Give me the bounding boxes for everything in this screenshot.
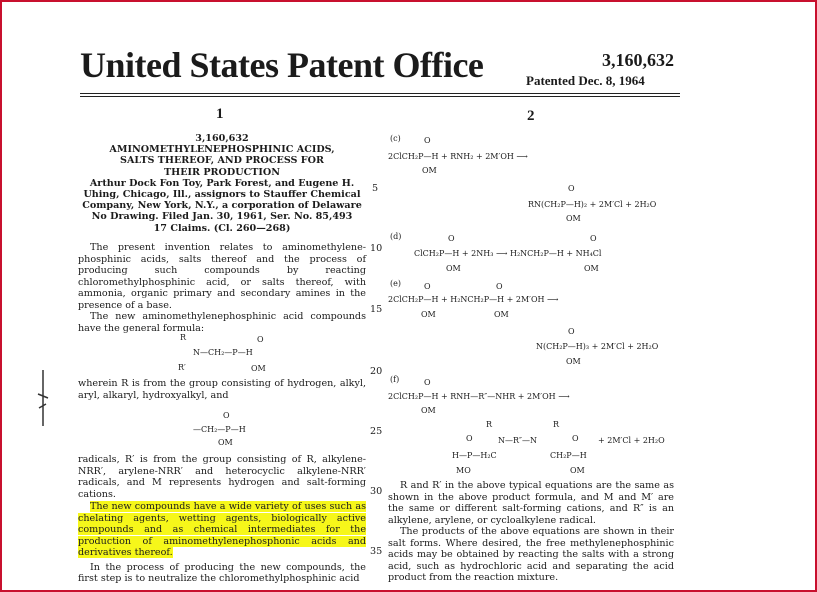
equation-d-o2: O [590, 234, 597, 243]
equation-e-o2: O [496, 282, 503, 291]
salt-forms-text: The products of the above equations are shown in their salt forms. Where desired, the free methylenephosphinic acids may be obtained by reacting the salts with a strong acid, such as hydrochloric acid and separating the acid product from the reaction mixture. [388, 526, 674, 583]
line-number-35: 35 [370, 546, 383, 557]
group-formula-om: OM [218, 438, 233, 447]
header-rule-bottom [80, 96, 680, 97]
equation-e-o1: O [424, 282, 431, 291]
equation-f-mo: MO [456, 466, 471, 475]
header-rule-top [80, 93, 680, 94]
equation-c-rhs-o: O [568, 184, 575, 193]
equation-d-o1: O [448, 234, 455, 243]
paragraph-intro [78, 242, 366, 334]
equation-c-rhs-om: OM [566, 214, 581, 223]
general-formula-chain: N—CH₂—P—H [193, 348, 253, 357]
patented-date: Patented Dec. 8, 1964 [526, 73, 645, 88]
filing-line: No Drawing. Filed Jan. 30, 1961, Ser. No. 85,493 [91, 211, 353, 223]
equation-c-om: OM [422, 166, 437, 175]
equation-e-lhs: 2ClCH₂P—H + H₂NCH₂P—H + 2M′OH ⟶ [388, 295, 559, 304]
equation-e-rhs-o: O [568, 327, 575, 336]
equation-f-om: OM [421, 406, 436, 415]
column-number-1: 1 [216, 106, 224, 122]
equation-c-rhs: RN(CH₂P—H)₂ + 2M′Cl + 2H₂O [528, 200, 657, 209]
uses-text [78, 501, 366, 559]
radicals-text: radicals, R′ is from the group consisting of R, alkylene-NRR′, arylene-NRR′ and heterocyclic alkylene-NRR′ radicals, and M represents hydrogen and salt-forming cations. [78, 454, 366, 500]
equation-e-om1: OM [421, 310, 436, 319]
assignee-line-3: Company, New York, N.Y., a corporation of Delaware [82, 200, 362, 212]
title-line-2: SALTS THEREOF, AND PROCESS FOR [120, 155, 324, 167]
general-formula-r: R [180, 333, 187, 342]
general-formula-om: OM [251, 364, 266, 373]
highlighted-uses-text: The new compounds have a wide variety of uses such as chelating agents, wetting agents, biologically active compounds and as chemical intermediates for the production of aminomethylenephosphonic acids and derivatives thereof. [78, 501, 366, 558]
paragraph-uses [78, 501, 366, 585]
paragraph-wherein [78, 378, 366, 401]
line-number-30: 30 [370, 486, 383, 497]
title-line-3: THEIR PRODUCTION [164, 166, 280, 178]
patent-number: 3,160,632 [602, 50, 674, 70]
equation-f-mid: N—R″—N [498, 436, 538, 445]
equation-f-o: O [424, 378, 431, 387]
paragraph-r-definitions [388, 480, 674, 584]
equation-e-rhs: N(CH₂P—H)₃ + 2M′Cl + 2H₂O [536, 342, 659, 351]
equation-e-om2: OM [494, 310, 509, 319]
equation-d-text: ClCH₂P—H + 2NH₃ ⟶ H₂NCH₂P—H + NH₄Cl [414, 249, 602, 258]
margin-mark-icon [36, 368, 50, 428]
equation-d-om1: OM [446, 264, 461, 273]
equation-f-o-right: O [572, 434, 579, 443]
equation-f-lhs: 2ClCH₂P—H + RNH—R″—NHR + 2M′OH ⟶ [388, 392, 570, 401]
assignee-line-1: Arthur Dock Fon Toy, Park Forest, and Eugene H. [89, 177, 355, 189]
group-formula-chain: —CH₂—P—H [193, 425, 246, 434]
equation-e-label: (e) [390, 279, 401, 288]
group-formula-o: O [223, 411, 230, 420]
assignee-line-2: Uhing, Chicago, Ill., assignors to Stauffer Chemical [83, 189, 361, 201]
line-number-10: 10 [370, 243, 383, 254]
line-number-25: 25 [370, 426, 383, 437]
equation-e-rhs-om: OM [566, 357, 581, 366]
left-column-heading [78, 133, 366, 234]
equation-f-o-left: O [466, 434, 473, 443]
intro-text: The present invention relates to aminomethylene-phosphinic acids, salts thereof and the process of producing such compounds by reacting chloromethylphosphinic acid, or salts thereof, with ammonia, organic primary and secondary amines in the presence of a base. [78, 242, 366, 311]
paragraph-radicals [78, 454, 366, 500]
definitions-text: R and R′ in the above typical equations are the same as shown in the above product formula, and M and M′ are the same or different salt-forming cations, and R″ is an alkylene, arylene, or cycloalkylene radical. [388, 480, 674, 526]
line-number-20: 20 [370, 366, 383, 377]
line-number-5: 5 [372, 183, 379, 194]
general-formula-o: O [257, 335, 264, 344]
patent-number-line: 3,160,632 [195, 133, 249, 144]
process-text: In the process of producing the new compounds, the first step is to neutralize the chloromethylphosphinic acid [78, 561, 366, 584]
equation-f-tail: + 2M′Cl + 2H₂O [598, 436, 665, 445]
general-formula-r-prime: R′ [178, 363, 186, 372]
equation-d-label: (d) [390, 232, 402, 241]
column-number-2: 2 [527, 108, 535, 124]
equation-c-lhs: 2ClCH₂P—H + RNH₂ + 2M′OH ⟶ [388, 152, 528, 161]
equation-f-om-right: OM [570, 466, 585, 475]
equation-f-r1: R [486, 420, 493, 429]
claims-line: 17 Claims. (Cl. 260—268) [153, 222, 291, 234]
equation-d-om2: OM [584, 264, 599, 273]
equation-f-prod-right: CH₂P—H [550, 451, 587, 460]
line-number-15: 15 [370, 304, 383, 315]
office-title: United States Patent Office [80, 45, 484, 85]
equation-c-label: (c) [390, 134, 401, 143]
equation-c-o: O [424, 136, 431, 145]
equation-f-r2: R [553, 420, 560, 429]
wherein-text: wherein R is from the group consisting of hydrogen, alkyl, aryl, alkaryl, hydroxyalkyl, and [78, 378, 366, 401]
formula-intro-text: The new aminomethylenephosphinic acid compounds have the general formula: [78, 311, 366, 334]
equation-f-label: (f) [390, 375, 400, 384]
title-line-1: AMINOMETHYLENEPHOSPHINIC ACIDS, [109, 144, 335, 156]
equation-f-prod-left: H—P—H₂C [452, 451, 497, 460]
